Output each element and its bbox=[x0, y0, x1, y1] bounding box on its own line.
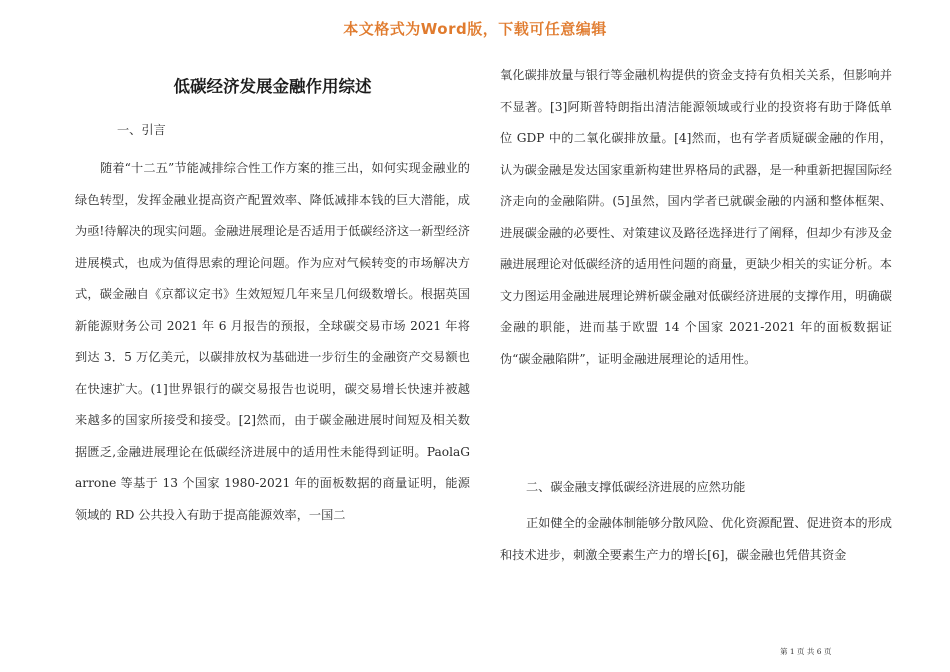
download-banner: 本文格式为Word版，下载可任意编辑 bbox=[343, 20, 607, 38]
section-heading-functions: 二、碳金融支撑低碳经济进展的应然功能 bbox=[526, 480, 746, 494]
right-column-paragraph-2 bbox=[500, 508, 892, 571]
page-number-footer: 第 1 页 共 6 页 bbox=[780, 647, 832, 656]
right-column-paragraph-continued bbox=[500, 60, 892, 375]
paragraph-text: 随着“十二五”节能减排综合性工作方案的推三出，如何实现金融业的绿色转型，发挥金融业提高资产配置效率、降低减排本钱的巨大潜能，成为亟!待解决的现实问题。金融进展理论是否适用于低碳经济这一新型经济进展模式，也成为值得思索的理论问题。作为应对气候转变的市场解决方式，碳金融自《京都议定书》生效短短几年来呈几何级数增长。根据英国新能源财务公司 2021 年 6 月报告的预报，全球碳交易市场 2021 年将到达 3．5 万亿美元，以碳排放权为基础进一步衍生的金融资产交易额也在快速扩大。(1]世界银行的碳交易报告也说明，碳交易增长快速并被越来越多的国家所接受和接受。[2]然而，由于碳金融进展时间短及相关数据匮乏,金融进展理论在低碳经济进展中的适用性未能得到证明。PaolaGarrone 等基于 13 个国家 1980-2021 年的面板数据的商量证明，能源领域的 RD 公共投入有助于提高能源效率，一国二 bbox=[75, 161, 470, 522]
left-column-paragraph bbox=[75, 153, 470, 531]
document-title: 低碳经济发展金融作用综述 bbox=[173, 77, 372, 96]
paragraph-text: 正如健全的金融体制能够分散风险、优化资源配置、促进资本的形成和技术进步，刺激全要素生产力的增长[6]，碳金融也凭借其资金 bbox=[500, 516, 892, 562]
section-heading-introduction: 一、引言 bbox=[117, 123, 166, 137]
paragraph-text: 氧化碳排放量与银行等金融机构提供的资金支持有负相关关系，但影响并不显著。[3]阿斯普特朗指出清洁能源领域或行业的投资将有助于降低单位 GDP 中的二氧化碳排放量。[4]然而，也有学者质疑碳金融的作用，认为碳金融是发达国家重新构建世界格局的武器，是一种重新把握国际经济走向的金融陷阱。(5]虽然，国内学者已就碳金融的内涵和整体框架、进展碳金融的必要性、对策建议及路径选择进行了阐释，但却少有涉及金融进展理论对低碳经济的适用性问题的商量，更缺少相关的实证分析。本文力图运用金融进展理论辨析碳金融对低碳经济进展的支撑作用，明确碳金融的职能，进而基于欧盟 14 个国家 2021-2021 年的面板数据证伪“碳金融陷阱”，证明金融进展理论的适用性。 bbox=[500, 68, 892, 366]
